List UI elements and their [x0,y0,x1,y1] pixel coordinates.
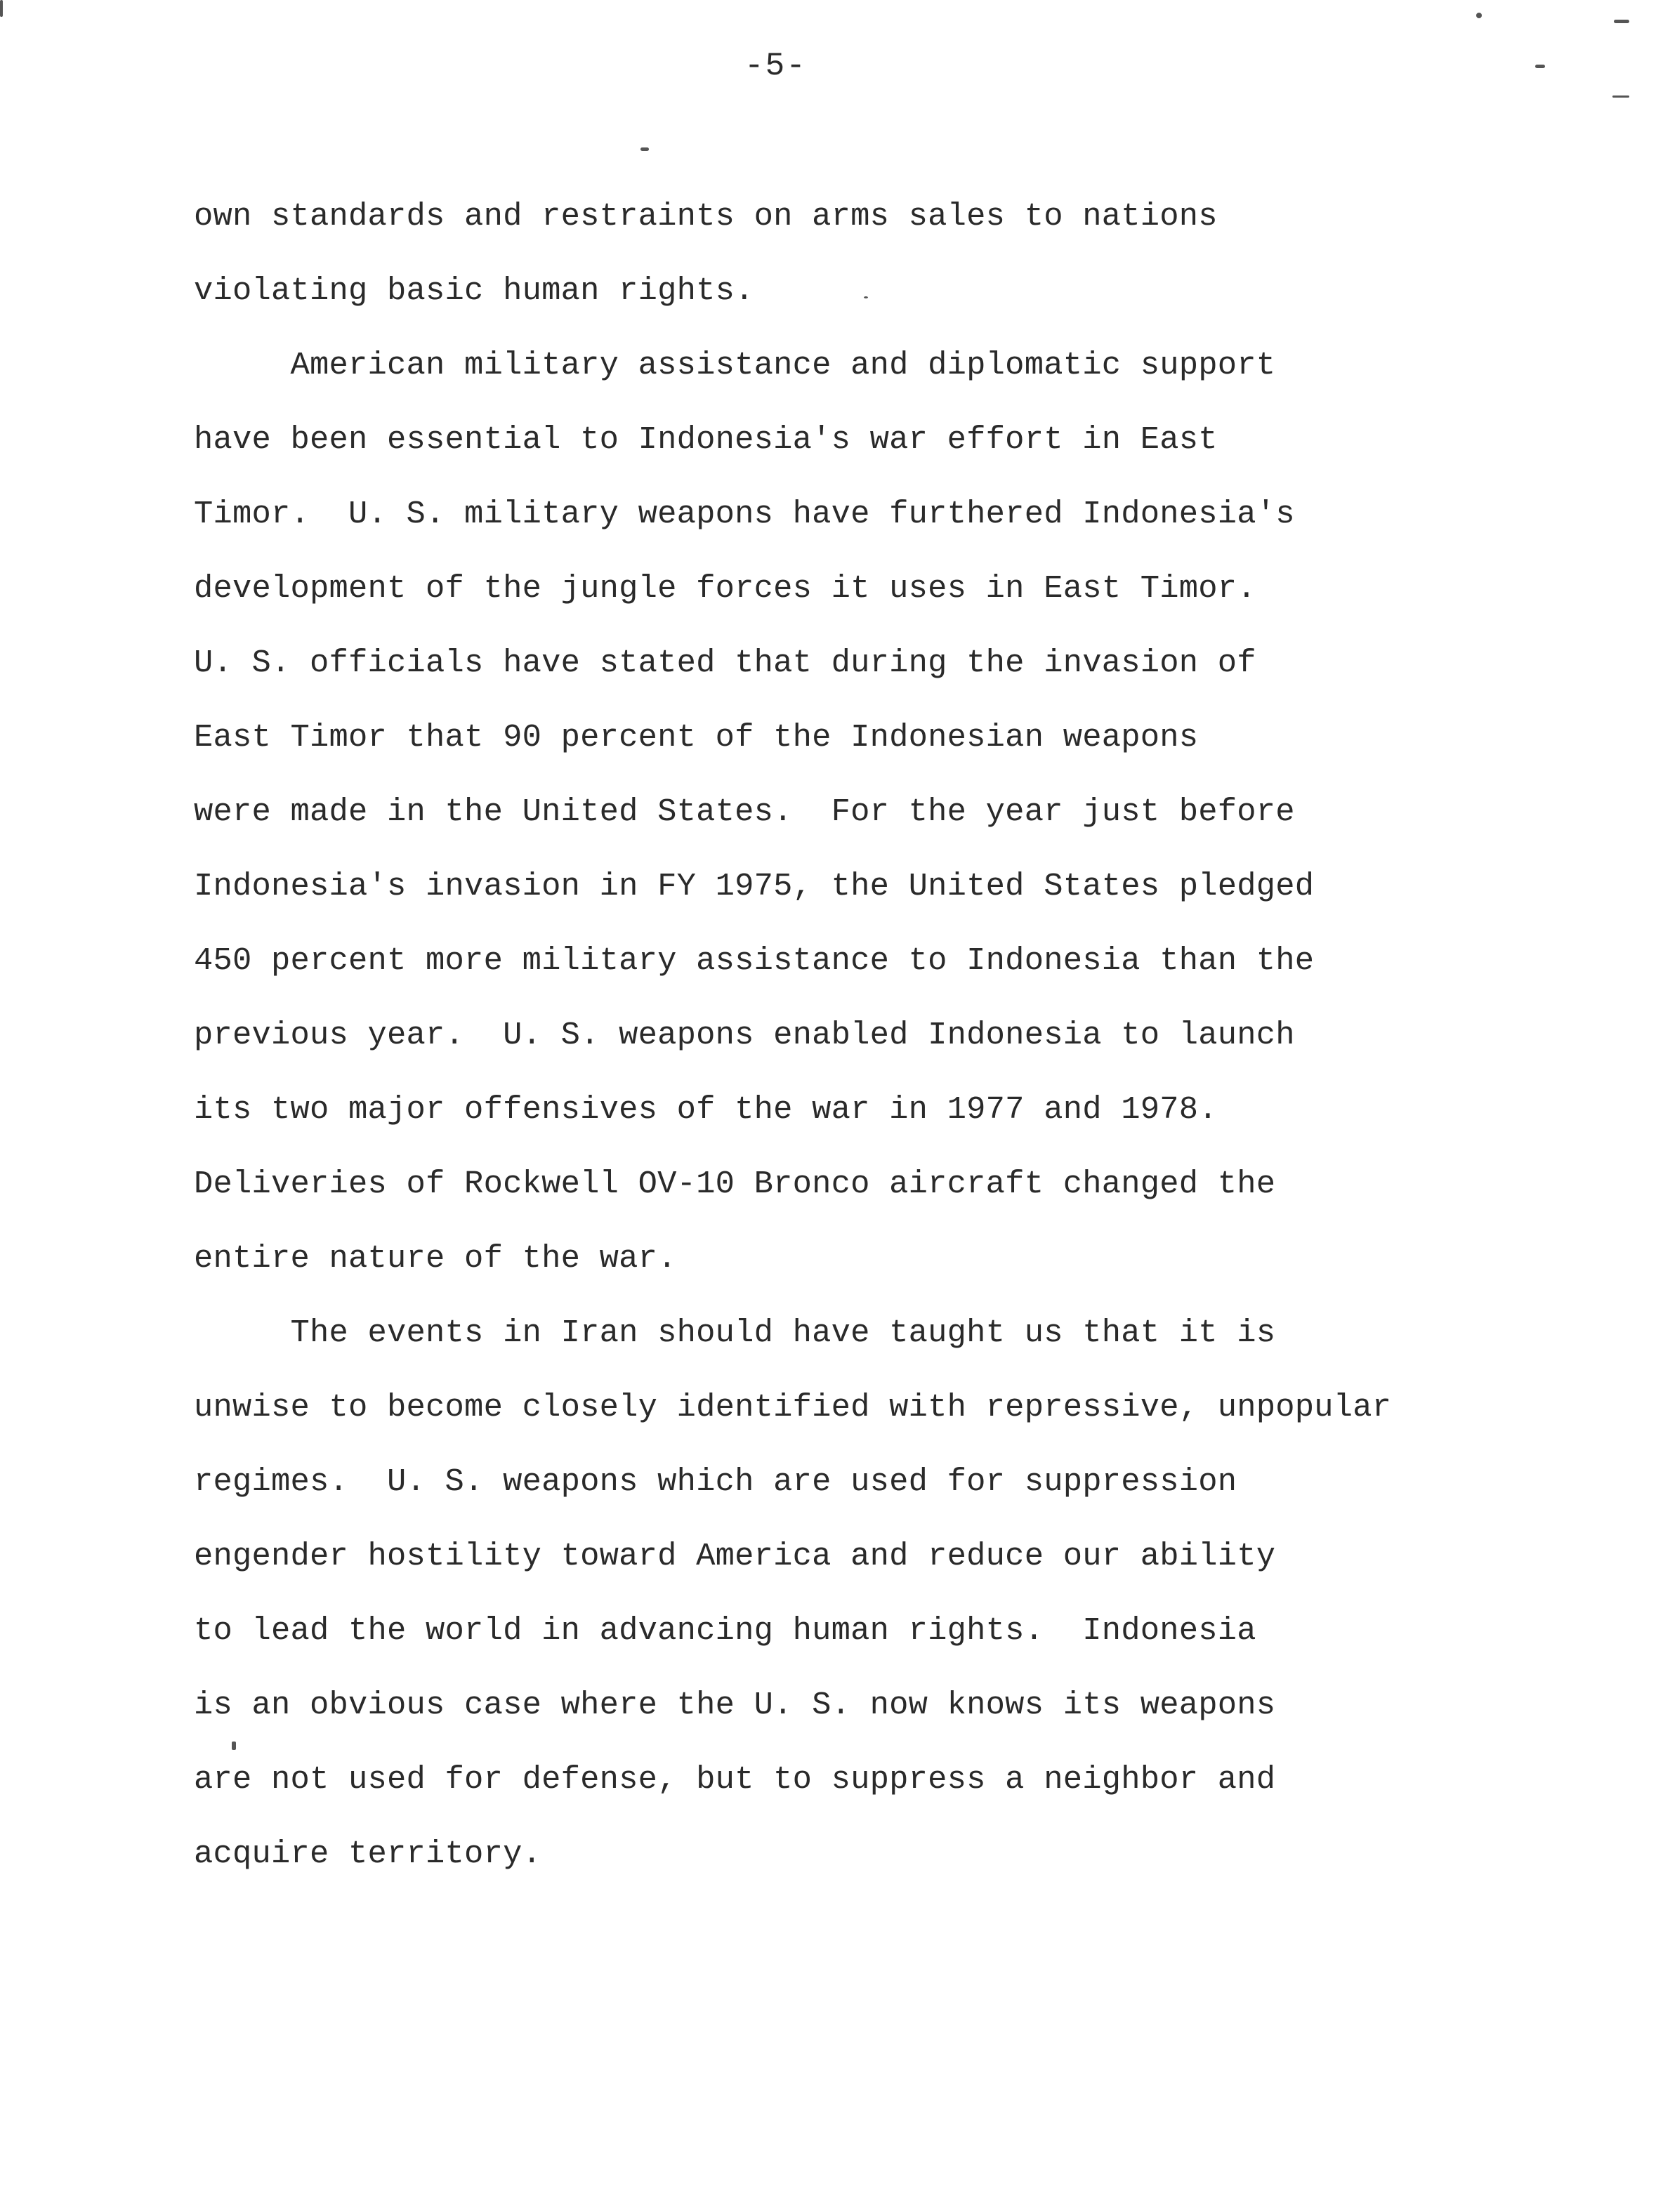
scan-speck [0,0,3,17]
text-line-4: have been essential to Indonesia's war effort in East [194,421,1218,458]
text-line-8: East Timor that 90 percent of the Indonesian weapons [194,719,1199,756]
scan-speck [640,147,649,151]
text-line-20: to lead the world in advancing human rights. Indonesia [194,1612,1256,1649]
scan-speck [1476,13,1482,18]
text-line-17: unwise to become closely identified with repressive, unpopular [194,1389,1392,1426]
text-line-7: U. S. officials have stated that during the invasion of [194,645,1256,681]
text-line-3: American military assistance and diplomatic support [194,347,1276,383]
text-line-14: Deliveries of Rockwell OV-10 Bronco aircraft changed the [194,1166,1276,1202]
text-line-15: entire nature of the war. [194,1240,677,1277]
text-line-16: The events in Iran should have taught us that it is [194,1315,1276,1351]
text-line-2: violating basic human rights. [194,272,754,309]
text-line-9: were made in the United States. For the year just before [194,794,1295,830]
text-line-21: is an obvious case where the U. S. now knows its weapons [194,1687,1276,1723]
text-line-12: previous year. U. S. weapons enabled Indonesia to launch [194,1017,1295,1053]
scan-speck [232,1742,236,1750]
text-line-11: 450 percent more military assistance to Indonesia than the [194,942,1315,979]
text-line-23: acquire territory. [194,1836,542,1872]
text-line-6: development of the jungle forces it uses in East Timor. [194,570,1256,607]
text-line-19: engender hostility toward America and reduce our ability [194,1538,1276,1574]
text-line-10: Indonesia's invasion in FY 1975, the United States pledged [194,868,1315,904]
scan-speck [1614,20,1629,23]
scan-speck [864,296,868,298]
text-line-1: own standards and restraints on arms sales to nations [194,198,1218,235]
page-number: -5- [744,48,807,84]
scan-speck [1535,65,1545,68]
text-line-5: Timor. U. S. military weapons have furthered Indonesia's [194,496,1295,532]
text-line-18: regimes. U. S. weapons which are used for suppression [194,1463,1237,1500]
text-line-13: its two major offensives of the war in 1977 and 1978. [194,1091,1218,1128]
scan-speck [1612,96,1629,98]
text-line-22: are not used for defense, but to suppress a neighbor and [194,1761,1276,1798]
